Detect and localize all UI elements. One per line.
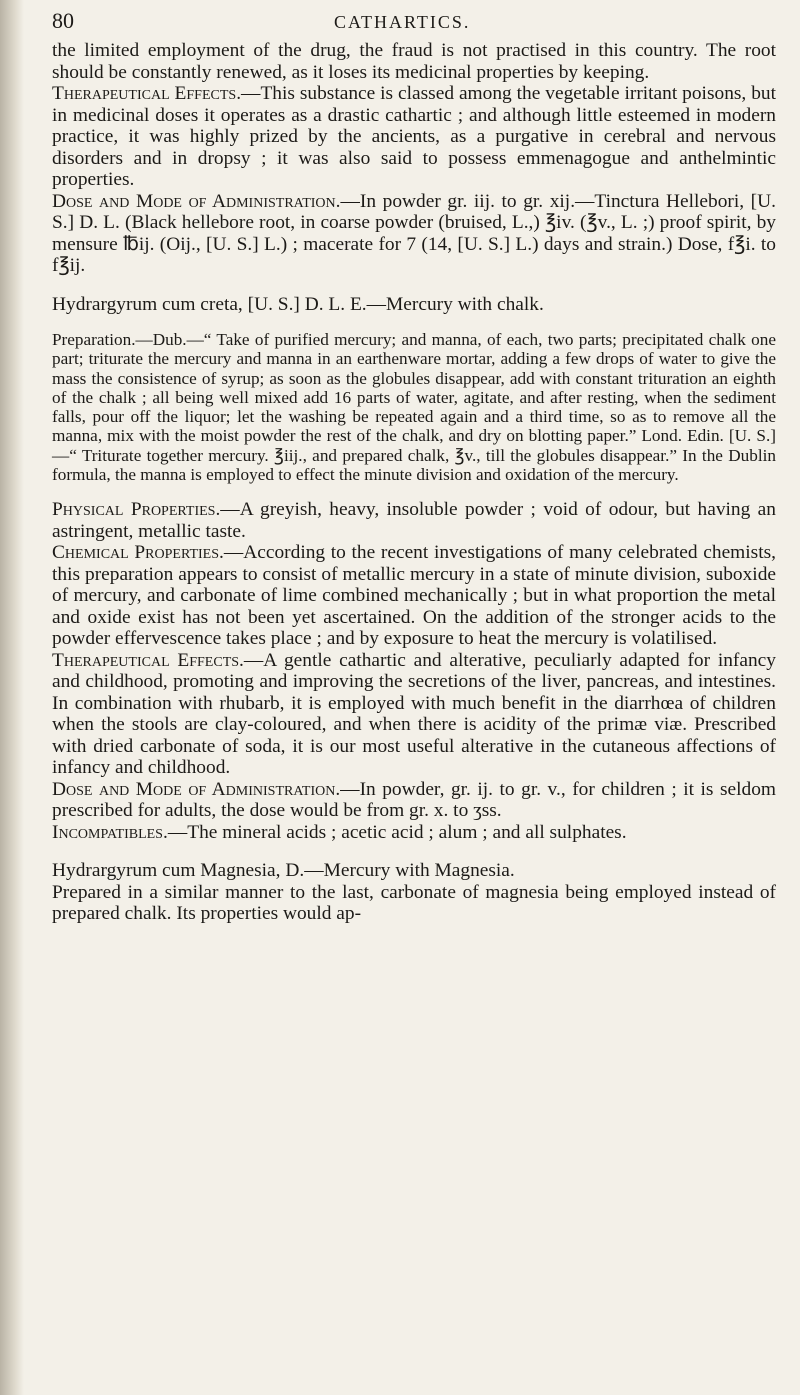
paragraph-therapeutical-effects-mercury: Therapeutical Effects.—A gentle cathartic and alterative, peculiarly adapted for infancy and childhood, promoting and improving the secretions of the liver, pancreas, and intestines. In combination with rhubarb, it is employed with much benefit in the diarrhœa of children when the stools are clay-coloured, and when there is acidity of the primæ viæ. Prescribed with dried carbonate of soda, it is our most useful alterative in the cutaneous affections of infancy and childhood. — [52, 649, 776, 779]
paragraph-therapeutical-effects-hellebore: Therapeutical Effects.—This substance is classed among the vegetable irritant poisons, but in medicinal doses it operates as a drastic cathartic ; and although little esteemed in modern practice, it was highly prized by the ancients, as a purgative in cerebral and nervous disorders and in dropsy ; it was also said to possess emmenagogue and anthelmintic properties. — [52, 83, 776, 190]
page-number: 80 — [52, 8, 74, 33]
paragraph-physical-properties: Physical Properties.—A greyish, heavy, insoluble powder ; void of odour, but having an astringent, metallic taste. — [52, 499, 776, 542]
paragraph-dose-mercury: Dose and Mode of Administration.—In powder, gr. ij. to gr. v., for children ; it is seldom prescribed for adults, the dose would be from gr. x. to ʒss. — [52, 778, 776, 822]
page-header — [52, 8, 776, 40]
paragraph-continuation: the limited employment of the drug, the fraud is not practised in this country. The root should be constantly renewed, as it loses its medicinal properties by keeping. — [52, 40, 776, 83]
section-heading-mercury-chalk: Hydrargyrum cum creta, [U. S.] D. L. E.—Mercury with chalk. — [52, 293, 544, 315]
paragraph-mercury-magnesia: Prepared in a similar manner to the last, carbonate of magnesia being employed instead of prepared chalk. Its properties would ap- — [52, 881, 776, 925]
page-gutter-shadow — [0, 0, 24, 1395]
book-page — [52, 8, 776, 925]
running-title: CATHARTICS. — [334, 12, 471, 32]
paragraph-chemical-properties: Chemical Properties.—According to the recent investigations of many celebrated chemists, this preparation appears to consist of metallic mercury in a state of minute division, suboxide of mercury, and carbonate of lime combined mechanically ; but in what proportion the metal and oxide exist has not been yet ascertained. On the addition of the stronger acids to the powder effervescence takes place ; and by exposure to heat the mercury is volatilised. — [52, 542, 776, 650]
paragraph-dose-hellebore: Dose and Mode of Administration.—In powder gr. iij. to gr. xij.—Tinctura Hellebori, [U. S.] D. L. (Black hellebore root, in coarse powder (bruised, L.,) ℥iv. (℥v., L. ;) proof spirit, by mensure ℔ij. (Oij., [U. S.] L.) ; macerate for 7 (14, [U. S.] L.) days and strain.) Dose, f℥i. to f℥ij. — [52, 190, 776, 276]
paragraph-incompatibles: Incompatibles.—The mineral acids ; acetic acid ; alum ; and all sulphates. — [52, 821, 627, 843]
section-heading-mercury-magnesia: Hydrargyrum cum Magnesia, D.—Mercury with Magnesia. — [52, 860, 515, 882]
paragraph-preparation: Preparation.—Dub.—“ Take of purified mercury; and manna, of each, two parts; precipitated chalk one part; triturate the mercury and manna in an earthenware mortar, adding a few drops of water to give the mass the consistence of syrup; as soon as the globules disappear, add with constant trituration an eighth of the chalk ; all being well mixed add 16 parts of water, agitate, and after resting, when the sediment falls, pour off the liquor; let the washing be repeated again and a third time, so as to remove all the manna, mix with the moist powder the rest of the chalk, and dry on blotting paper.” Lond. Edin. [U. S.]—“ Triturate together mercury. ℥iij., and prepared chalk, ℥v., till the globules disappear.” In the Dublin formula, the manna is employed to effect the minute division and oxidation of the mercury. — [52, 330, 776, 485]
